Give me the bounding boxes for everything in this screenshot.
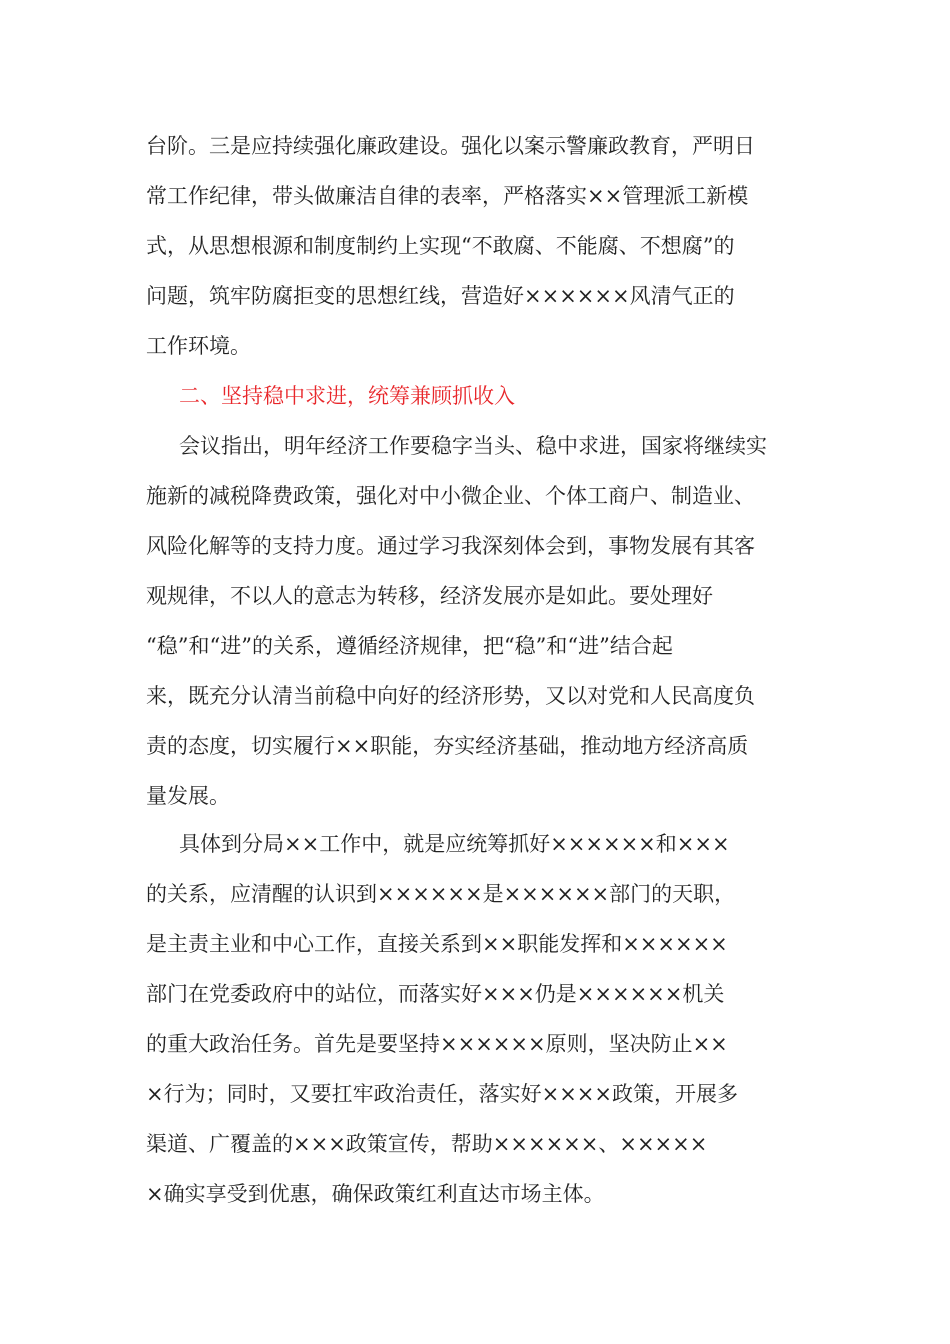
paragraph-2-line-8: 量发展。	[146, 784, 230, 808]
paragraph-1-line-4: 问题，筑牢防腐拒变的思想红线，营造好××××××风清气正的	[146, 284, 735, 308]
paragraph-1-line-2: 常工作纪律，带头做廉洁自律的表率，严格落实××管理派工新模	[146, 184, 749, 208]
paragraph-2-line-3: 风险化解等的支持力度。通过学习我深刻体会到，事物发展有其客	[146, 534, 755, 558]
paragraph-1-line-3: 式，从思想根源和制度制约上实现“不敢腐、不能腐、不想腐”的	[146, 234, 735, 258]
paragraph-2-line-2: 施新的减税降费政策，强化对中小微企业、个体工商户、制造业、	[146, 484, 755, 508]
paragraph-1-line-5: 工作环境。	[146, 334, 251, 358]
section-heading: 二、坚持稳中求进，统筹兼顾抓收入	[179, 384, 515, 408]
paragraph-3-line-7: 渠道、广覆盖的×××政策宣传，帮助××××××、×××××	[146, 1132, 708, 1156]
paragraph-3-line-1: 具体到分局××工作中，就是应统筹抓好××××××和×××	[179, 832, 730, 856]
paragraph-3-line-3: 是主责主业和中心工作，直接关系到××职能发挥和××××××	[146, 932, 728, 956]
paragraph-3-line-2: 的关系，应清醒的认识到××××××是××××××部门的天职，	[146, 882, 736, 906]
paragraph-2-line-6: 来，既充分认清当前稳中向好的经济形势，又以对党和人民高度负	[146, 684, 755, 708]
paragraph-2-line-4: 观规律，不以人的意志为转移，经济发展亦是如此。要处理好	[146, 584, 713, 608]
paragraph-2-line-1: 会议指出，明年经济工作要稳字当头、稳中求进，国家将继续实	[179, 434, 767, 458]
paragraph-3-line-4: 部门在党委政府中的站位，而落实好×××仍是××××××机关	[146, 982, 725, 1006]
paragraph-2-line-5: “稳”和“进”的关系，遵循经济规律，把“稳”和“进”结合起	[146, 634, 673, 658]
paragraph-3-line-8: ×确实享受到优惠，确保政策红利直达市场主体。	[146, 1182, 605, 1206]
paragraph-1-line-1: 台阶。三是应持续强化廉政建设。强化以案示警廉政教育，严明日	[146, 134, 755, 158]
paragraph-3-line-6: ×行为；同时，又要扛牢政治责任，落实好××××政策，开展多	[146, 1082, 738, 1106]
paragraph-3-line-5: 的重大政治任务。首先是要坚持××××××原则，坚决防止××	[146, 1032, 728, 1056]
paragraph-2-line-7: 责的态度，切实履行××职能，夯实经济基础，推动地方经济高质	[146, 734, 749, 758]
